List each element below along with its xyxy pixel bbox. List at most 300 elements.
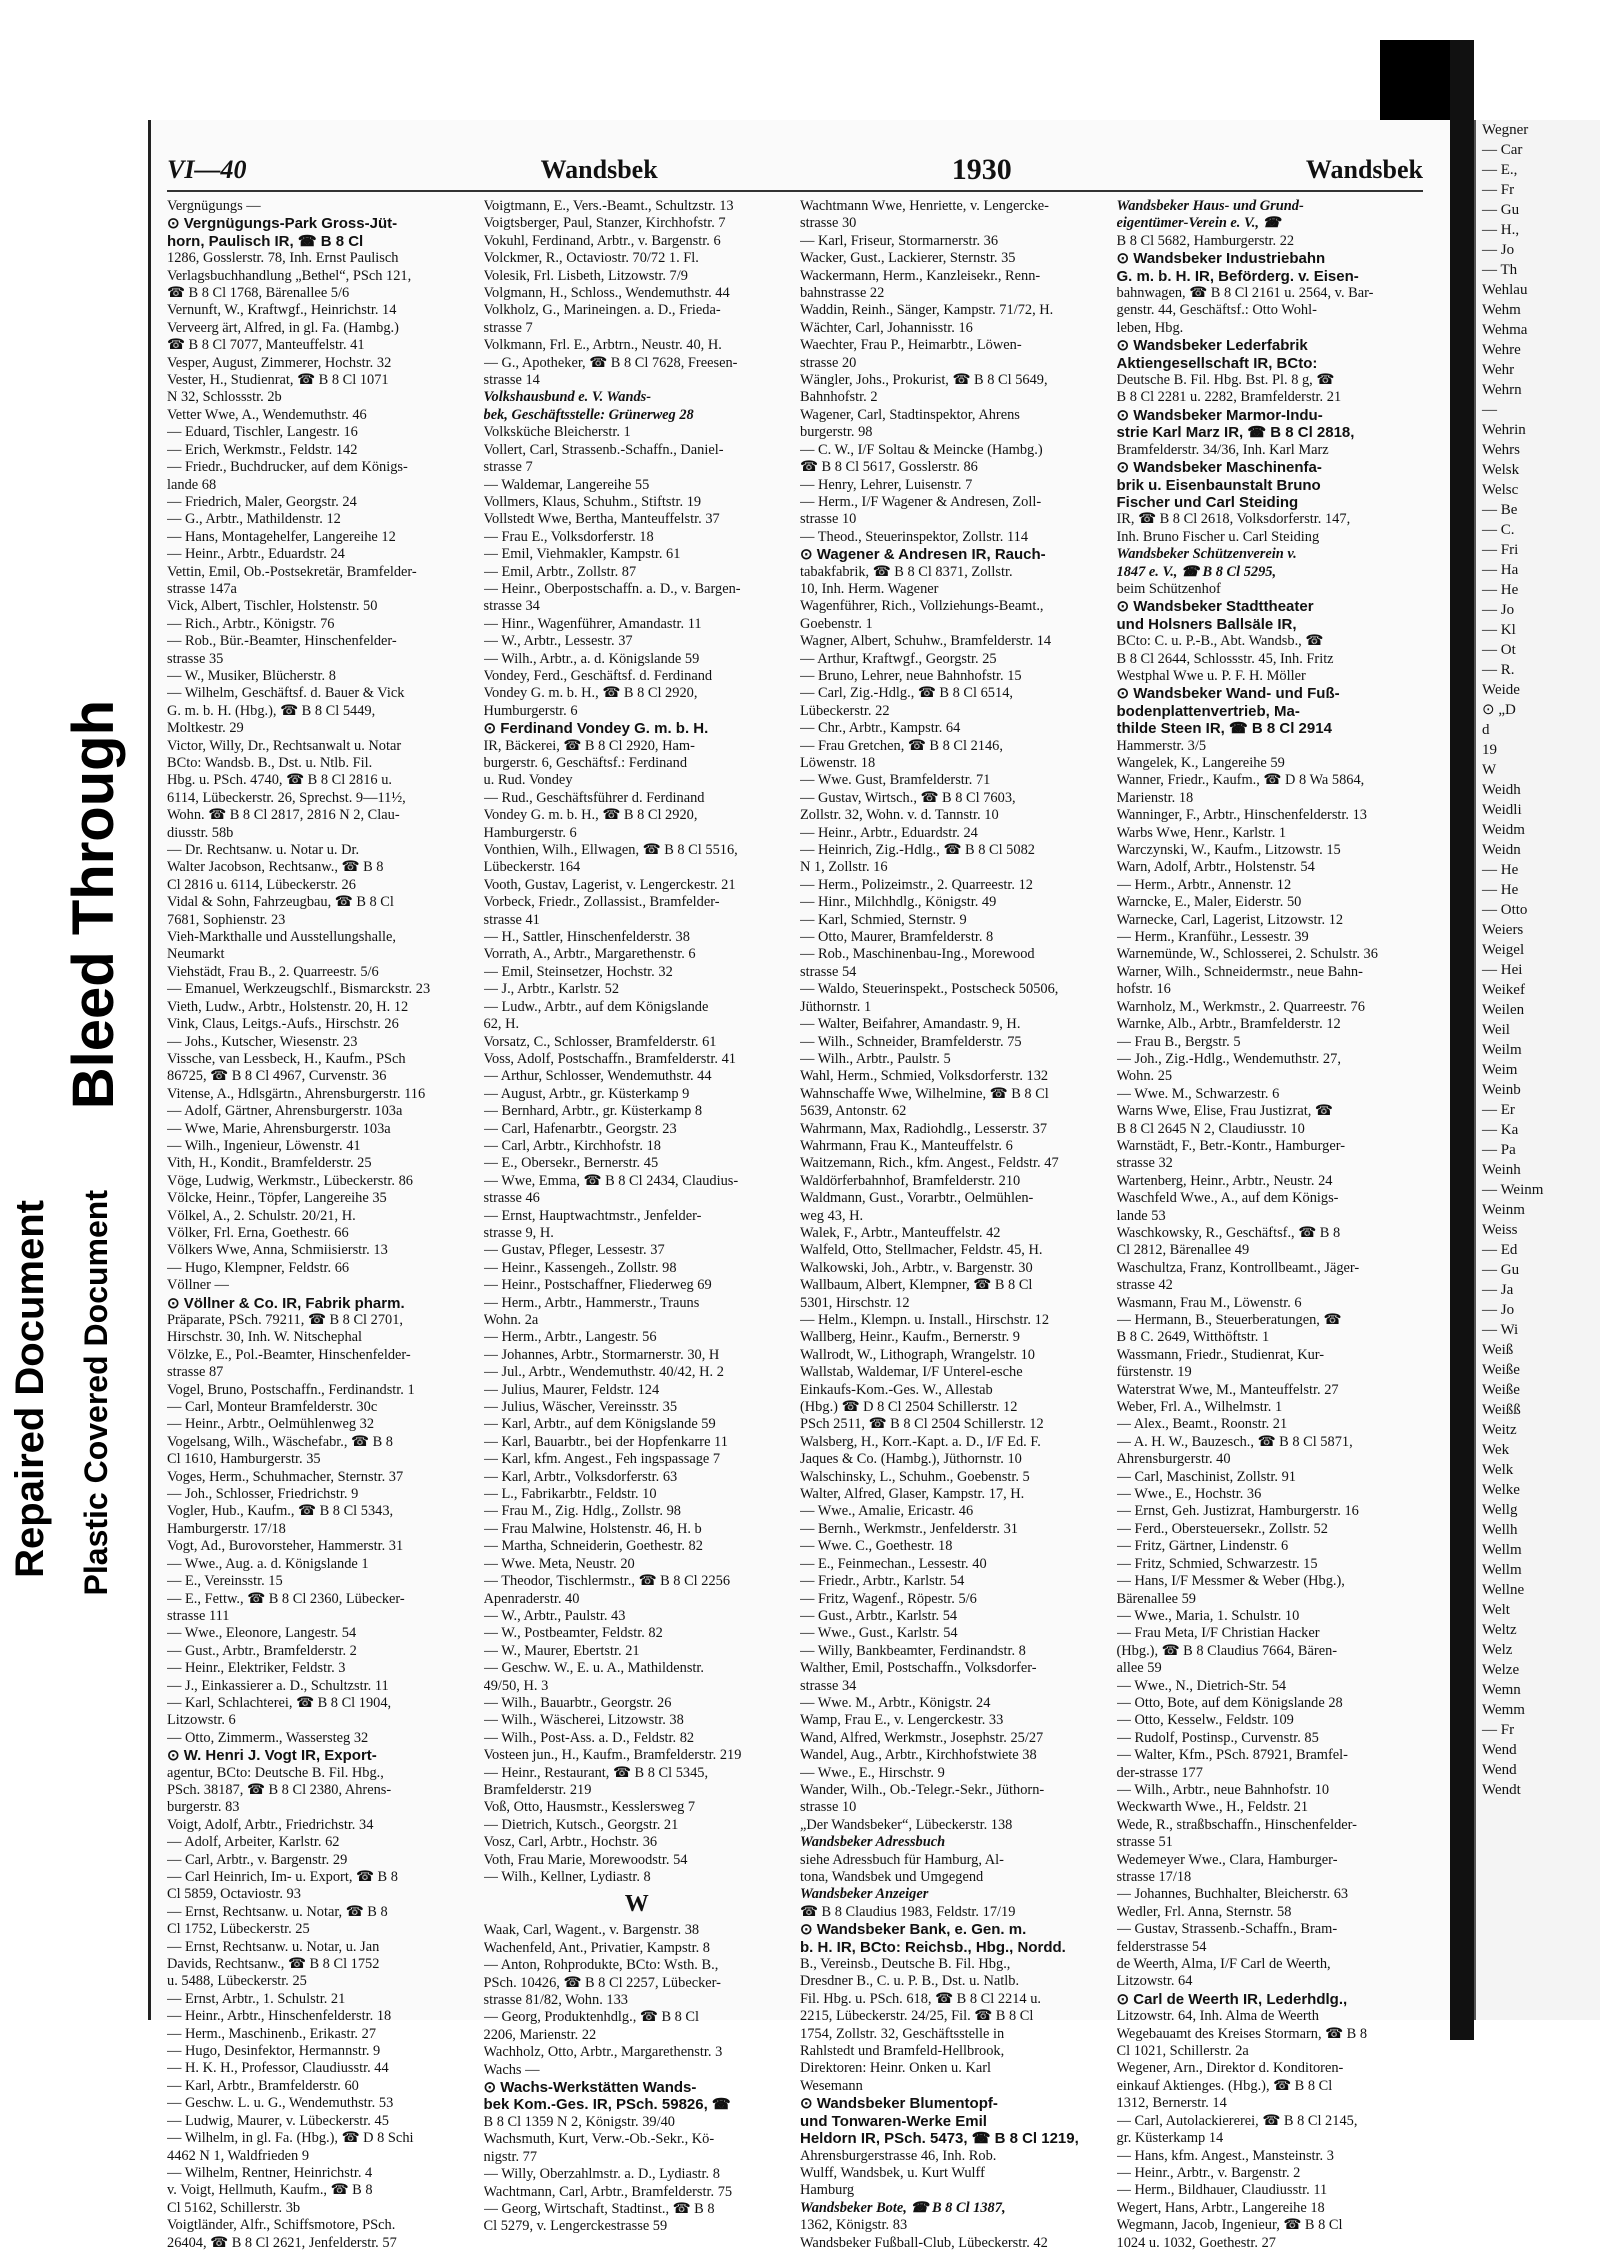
directory-entry-line: — Karl, Arbtr., Bramfelderstr. 60 [167, 2077, 359, 2094]
directory-entry-line: Jaques & Co. (Hambg.), Jüthornstr. 10 [800, 1451, 1022, 1468]
directory-entry-line: Warn, Adolf, Arbtr., Holstenstr. 54 [1116, 859, 1315, 876]
directory-entry-line: — Ernst, Rechtsanw. u. Notar, ☎ B 8 [167, 1903, 388, 1920]
directory-entry-line: Wamp, Frau E., v. Lengerckestr. 33 [800, 1712, 1004, 1729]
directory-entry-line: u. Rud. Vondey [483, 772, 573, 789]
directory-entry-line: und Tonwaren-Werke Emil [800, 2112, 987, 2130]
directory-entry-line: — Emil, Arbtr., Zollstr. 87 [483, 563, 637, 580]
directory-entry-line: Zollstr. 32, Wohn. v. d. Tannstr. 10 [800, 807, 999, 824]
directory-entry-line: strasse 34 [800, 1677, 857, 1694]
facing-page-line: — Wi [1482, 1322, 1519, 1338]
directory-entry-line: Voigtländer, Alfr., Schiffsmotore, PSch. [167, 2217, 396, 2234]
directory-entry-line: — Wilh., Arbtr., Paulstr. 5 [800, 1050, 951, 1067]
directory-entry-line: Cl 5162, Schillerstr. 3b [167, 2199, 301, 2216]
facing-page-line: — He [1482, 582, 1519, 598]
directory-entry-line: Warnke, Alb., Arbtr., Bramfelderstr. 12 [1116, 1016, 1341, 1033]
directory-entry-line: — Joh., Zig.-Hdlg., Wendemuthstr. 27, [1116, 1050, 1341, 1067]
directory-entry-line: Wassmann, Friedr., Studienrat, Kur- [1116, 1346, 1325, 1363]
directory-entry-line: — Ernst, Hauptwachtmstr., Jenfelder- [483, 1207, 702, 1224]
directory-entry-line: — Gust., Arbtr., Bramfelderstr. 2 [167, 1642, 357, 1659]
facing-page-line: Wehrs [1482, 442, 1520, 458]
directory-entry-line: — Hinr., Milchhdlg., Königstr. 49 [800, 894, 997, 911]
directory-entry-line: siehe Adressbuch für Hamburg, Al- [800, 1851, 1004, 1868]
facing-page-line: Wehm [1482, 302, 1521, 318]
directory-entry-line: — Alex., Beamt., Roonstr. 21 [1116, 1416, 1288, 1433]
directory-entry-line: — Heinr., Restaurant, ☎ B 8 Cl 5345, [483, 1764, 709, 1781]
directory-entry-line: Vogt, Ad., Burovorsteher, Hammerstr. 31 [167, 1538, 404, 1555]
facing-page-line: — Gu [1482, 1262, 1520, 1278]
directory-column-3 [800, 198, 1107, 2252]
directory-entry-line: 4462 N 1, Waldfrieden 9 [167, 2147, 310, 2164]
facing-page-line: Weilen [1482, 1002, 1525, 1018]
directory-entry-line: — Karl, Schlachterei, ☎ B 8 Cl 1904, [167, 1694, 392, 1711]
directory-entry-line: — Wwe., Amalie, Ericastr. 46 [800, 1503, 974, 1520]
directory-entry-line: B 8 C. 2649, Witthöftstr. 1 [1116, 1329, 1270, 1346]
facing-page-line: Wehlau [1482, 282, 1528, 298]
directory-entry-line: Vettin, Emil, Ob.-Postsekretär, Bramfelder- [167, 563, 417, 580]
directory-entry-line: — Ernst, Rechtsanw. u. Notar, u. Jan [167, 1938, 380, 1955]
directory-entry-line: Cl 1610, Hamburgerstr. 35 [167, 1451, 321, 1468]
directory-entry-line: Vöge, Ludwig, Werkmstr., Lübeckerstr. 86 [167, 1172, 413, 1189]
facing-page-line: Wemm [1482, 1702, 1525, 1718]
directory-entry-line: — E., Vereinsstr. 15 [167, 1573, 283, 1590]
directory-entry-line: Hirschstr. 30, Inh. W. Nitschephal [167, 1329, 363, 1346]
directory-entry-line: 86725, ☎ B 8 Cl 4967, Curvenstr. 36 [167, 1068, 387, 1085]
facing-page-line: Weinm [1482, 1202, 1525, 1218]
directory-entry-line: strasse 10 [800, 511, 857, 528]
directory-entry-line: Wanner, Friedr., Kaufm., ☎ D 8 Wa 5864, [1116, 772, 1365, 789]
directory-entry-line: Wede, R., straßbschaffn., Hinschenfelder- [1116, 1816, 1357, 1833]
directory-entry-line: Volgmann, H., Schloss., Wendemuthstr. 44 [483, 285, 730, 302]
directory-entry-line: — Wwe, Emma, ☎ B 8 Cl 2434, Claudius- [483, 1172, 739, 1189]
directory-entry-line: Cl 1021, Schillerstr. 2a [1116, 2043, 1249, 2060]
directory-entry-line: PSch 2511, ☎ B 8 Cl 2504 Schillerstr. 12 [800, 1416, 1044, 1433]
directory-entry-line: — Arthur, Kraftwgf., Georgstr. 25 [800, 650, 997, 667]
plastic-covered-label: Plastic Covered Document [78, 1190, 114, 1596]
directory-entry-line: — Heinr., Arbtr., v. Bargenstr. 2 [1116, 2164, 1301, 2181]
facing-page-line: — Hei [1482, 962, 1523, 978]
directory-entry-line: — Joh., Schlosser, Friedrichstr. 9 [167, 1486, 359, 1503]
directory-entry-line: strasse 41 [483, 911, 540, 928]
directory-entry-line: — Adolf, Gärtner, Ahrensburgerstr. 103a [167, 1103, 403, 1120]
directory-entry-line: tabakfabrik, ☎ B 8 Cl 8371, Zollstr. [800, 563, 1013, 580]
directory-entry-line: thilde Steen IR, ☎ B 8 Cl 2914 [1116, 720, 1332, 738]
directory-entry-line: — W., Arbtr., Paulstr. 43 [483, 1607, 626, 1624]
directory-entry-line: Wahrmann, Frau K., Manteuffelstr. 6 [800, 1137, 1013, 1154]
directory-entry-line: Wachs — [483, 2061, 540, 2078]
directory-entry-line: Jüthornstr. 1 [800, 998, 872, 1015]
directory-entry-line: Wächter, Carl, Johannisstr. 16 [800, 319, 973, 336]
directory-entry-line: Waechter, Frau P., Heimarbtr., Löwen- [800, 337, 1022, 354]
directory-entry-line: — Heinrich, Zig.-Hdlg., ☎ B 8 Cl 5082 [800, 842, 1035, 859]
directory-entry-line: Cl 5279, v. Lengerckestrasse 59 [483, 2218, 668, 2235]
directory-entry-line: 10, Inh. Herm. Wagener [800, 580, 939, 597]
directory-entry-line: — L., Fabrikarbtr., Feldstr. 10 [483, 1486, 657, 1503]
directory-entry-line: — Otto, Kesselw., Feldstr. 109 [1116, 1712, 1294, 1729]
book-binding [1450, 40, 1474, 2040]
directory-entry-line: Waterstrat Wwe, M., Manteuffelstr. 27 [1116, 1381, 1339, 1398]
directory-entry-line: ⊙ Wandsbeker Industriebahn [1116, 250, 1326, 268]
directory-entry-line: — Bernh., Werkmstr., Jenfelderstr. 31 [800, 1520, 1018, 1537]
directory-entry-line: Waschultza, Franz, Kontrollbeamt., Jäger- [1116, 1259, 1360, 1276]
directory-entry-line: Litzowstr. 64, Inh. Alma de Weerth [1116, 2008, 1319, 2025]
directory-entry-line: Wachtmann, Carl, Arbtr., Bramfelderstr. 75 [483, 2183, 733, 2200]
directory-entry-line: — Wilhelm, in gl. Fa. (Hbg.), ☎ D 8 Schi [167, 2130, 414, 2147]
directory-entry-line: strasse 35 [167, 650, 224, 667]
directory-entry-line: Inh. Bruno Fischer u. Carl Steiding [1116, 528, 1320, 545]
directory-entry-line: Vergnügungs — [167, 198, 261, 214]
facing-page-line: — Jo [1482, 1302, 1515, 1318]
facing-page-line: Wellg [1482, 1502, 1518, 1518]
directory-entry-line: — Johs., Kutscher, Wiesenstr. 23 [167, 1033, 358, 1050]
directory-entry-line: Wandsbeker Adressbuch [800, 1834, 946, 1851]
facing-page-line: ⊙ „D [1482, 702, 1516, 718]
directory-entry-line: — Carl, Arbtr., v. Bargenstr. 29 [167, 1851, 348, 1868]
directory-entry-line: Wesemann [800, 2077, 863, 2094]
directory-entry-line: — Karl, Arbtr., Volksdorferstr. 63 [483, 1468, 678, 1485]
directory-entry-line: — Wilhelm, Geschäftsf. d. Bauer & Vick [167, 685, 405, 702]
facing-page-line: Weide [1482, 682, 1520, 698]
directory-entry-line: B 8 Cl 2644, Schlossstr. 45, Inh. Fritz [1116, 650, 1334, 667]
facing-page-line: Wehma [1482, 322, 1528, 338]
directory-entry-line: Vogelsang, Wilh., Wäschefabr., ☎ B 8 [167, 1433, 393, 1450]
directory-entry-line: Walsberg, H., Korr.-Kapt. a. D., I/F Ed. F. [800, 1433, 1041, 1450]
directory-entry-line: Vosz, Carl, Arbtr., Hochstr. 36 [483, 1834, 658, 1851]
directory-entry-line: Fil. Hbg. u. PSch. 618, ☎ B 8 Cl 2214 u. [800, 1990, 1042, 2007]
directory-entry-line: Voss, Adolf, Postschaffn., Bramfelderstr. 41 [483, 1050, 736, 1067]
directory-entry-line: Direktoren: Heinr. Onken u. Karl [800, 2060, 992, 2077]
directory-entry-line: Waitzemann, Rich., kfm. Angest., Feldstr. 47 [800, 1155, 1059, 1172]
directory-entry-line: fürstenstr. 19 [1116, 1364, 1192, 1381]
directory-entry-line: Litzowstr. 6 [167, 1712, 236, 1729]
directory-entry-line: Wohn. 25 [1116, 1068, 1173, 1085]
directory-entry-line: — H., Sattler, Hinschenfelderstr. 38 [483, 929, 690, 946]
directory-entry-line: Voigtsberger, Paul, Stanzer, Kirchhofstr. 7 [483, 215, 726, 232]
directory-entry-line: Weber, Frl. A., Wilhelmstr. 1 [1116, 1399, 1283, 1416]
directory-entry-line: 62, H. [483, 1016, 520, 1033]
directory-entry-line: — Hugo, Desinfektor, Hermannstr. 9 [167, 2043, 381, 2060]
directory-entry-line: Vidal & Sohn, Fahrzeugbau, ☎ B 8 Cl [167, 894, 394, 911]
facing-page-line: — Jo [1482, 602, 1515, 618]
directory-entry-line: b. H. IR, BCto: Reichsb., Hbg., Nordd. [800, 1938, 1066, 1956]
directory-entry-line: — Wilh., Arbtr., neue Bahnhofstr. 10 [1116, 1781, 1330, 1798]
directory-entry-line: weg 43, H. [800, 1207, 864, 1224]
directory-entry-line: Vogler, Hub., Kaufm., ☎ B 8 Cl 5343, [167, 1503, 394, 1520]
directory-entry-line: Viehstädt, Frau B., 2. Quarreestr. 5/6 [167, 963, 379, 980]
directory-entry-line: — W., Maurer, Ebertstr. 21 [483, 1642, 640, 1659]
directory-entry-line: — G., Arbtr., Mathildenstr. 12 [167, 511, 341, 528]
directory-entry-line: bahnstrasse 22 [800, 285, 885, 302]
directory-entry-line: Rahlstedt und Bramfeld-Hellbrook, [800, 2043, 1005, 2060]
directory-entry-line: G. m. b. H. (Hbg.), ☎ B 8 Cl 5449, [167, 702, 376, 719]
directory-entry-line: — Bernhard, Arbtr., gr. Küsterkamp 8 [483, 1103, 703, 1120]
directory-entry-line: — Theod., Steuerinspektor, Zollstr. 114 [800, 528, 1029, 545]
directory-entry-line: Lübeckerstr. 22 [800, 702, 890, 719]
facing-page-line: — Jo [1482, 242, 1515, 258]
directory-entry-line: — Herm., Polizeimstr., 2. Quarreestr. 12 [800, 876, 1034, 893]
directory-entry-line: Wagenführer, Rich., Vollziehungs-Beamt., [800, 598, 1044, 615]
directory-entry-line: 2206, Marienstr. 22 [483, 2026, 597, 2043]
directory-entry-line: 1286, Gosslerstr. 78, Inh. Ernst Paulisch [167, 250, 399, 267]
facing-page-line: — Ed [1482, 1242, 1518, 1258]
facing-page-line: — E., [1482, 162, 1518, 178]
directory-entry-line: PSch. 10426, ☎ B 8 Cl 2257, Lübecker- [483, 1974, 721, 1991]
directory-entry-line: — Adolf, Arbeiter, Karlstr. 62 [167, 1834, 340, 1851]
directory-entry-line: Wanninger, F., Arbtr., Hinschenfelderstr. 13 [1116, 807, 1367, 824]
directory-entry-line: — Arthur, Schlosser, Wendemuthstr. 44 [483, 1068, 712, 1085]
directory-entry-line: Waschfeld Wwe., A., auf dem Königs- [1116, 1190, 1339, 1207]
directory-entry-line: Victor, Willy, Dr., Rechtsanwalt u. Notar [167, 737, 402, 754]
directory-entry-line: — Dietrich, Kutsch., Georgstr. 21 [483, 1816, 679, 1833]
directory-entry-line: strasse 9, H. [483, 1224, 554, 1241]
directory-entry-line: Vitense, A., Hdlsgärtn., Ahrensburgerstr. 116 [167, 1085, 426, 1102]
directory-entry-line: Wand, Alfred, Werkmstr., Josephstr. 25/27 [800, 1729, 1044, 1746]
directory-entry-line: ⊙ W. Henri J. Vogt IR, Export- [167, 1747, 377, 1765]
directory-entry-line: — Otto, Maurer, Bramfelderstr. 8 [800, 929, 994, 946]
directory-entry-line: — Ferd., Obersteuersekr., Zollstr. 52 [1116, 1520, 1328, 1537]
directory-entry-line: — Friedrich, Maler, Georgstr. 24 [167, 493, 357, 510]
directory-entry-line: Cl 5859, Octaviostr. 93 [167, 1886, 301, 1903]
bleed-through-label: Bleed Through [61, 700, 126, 1110]
directory-entry-line: — Heinr., Arbtr., Hinschenfelderstr. 18 [167, 2008, 392, 2025]
directory-entry-line: Voß, Otto, Hausmstr., Kesslersweg 7 [483, 1799, 696, 1816]
directory-entry-line: — Walter, Kfm., PSch. 87921, Bramfel- [1116, 1747, 1348, 1764]
directory-entry-line: IR, Bäckerei, ☎ B 8 Cl 2920, Ham- [483, 737, 695, 754]
directory-entry-line: — Wilh., Bauarbtr., Georgstr. 26 [483, 1694, 672, 1711]
directory-entry-line: — Martha, Schneiderin, Goethestr. 82 [483, 1538, 703, 1555]
directory-entry-line: ⊙ Wandsbeker Blumentopf- [800, 2095, 998, 2113]
facing-page-line: Welsc [1482, 482, 1519, 498]
repaired-document-label: Repaired Document [8, 1200, 52, 1578]
directory-entry-line: Wallbaum, Albert, Klempner, ☎ B 8 Cl [800, 1277, 1033, 1294]
directory-entry-line: — Chr., Arbtr., Kampstr. 64 [800, 720, 961, 737]
directory-entry-line: — Willy, Bankbeamter, Ferdinandstr. 8 [800, 1642, 1026, 1659]
directory-entry-line: — A. H. W., Bauzesch., ☎ B 8 Cl 5871, [1116, 1433, 1353, 1450]
directory-entry-line: Waschkowsky, R., Geschäftsf., ☎ B 8 [1116, 1224, 1341, 1241]
directory-entry-line: G. m. b. H. IR, Beförderg. v. Eisen- [1116, 267, 1359, 285]
directory-entry-line: — Helm., Klempn. u. Install., Hirschstr. 12 [800, 1312, 1050, 1328]
directory-entry-line: — Emil, Viehmakler, Kampstr. 61 [483, 546, 681, 563]
directory-entry-line: Einkaufs-Kom.-Ges. W., Allestab [800, 1381, 993, 1398]
directory-entry-line: 1024 u. 1032, Goethestr. 27 [1116, 2234, 1276, 2251]
facing-page-line: — Th [1482, 262, 1518, 278]
directory-entry-line: BCto: Wandsb. B., Dst. u. Ntlb. Fil. [167, 755, 373, 771]
directory-entry-line: Präparate, PSch. 79211, ☎ B 8 Cl 2701, [167, 1312, 404, 1328]
directory-entry-line: — Theodor, Tischlermstr., ☎ B 8 Cl 2256 [483, 1573, 731, 1590]
directory-entry-line: Vondey, Ferd., Geschäftsf. d. Ferdinand [483, 667, 713, 684]
directory-entry-line: felderstrasse 54 [1116, 1938, 1207, 1955]
directory-entry-line: — Rud., Geschäftsführer d. Ferdinand [483, 789, 705, 806]
facing-page-line: — Ja [1482, 1282, 1514, 1298]
directory-entry-line: — Karl, Arbtr., auf dem Königslande 59 [483, 1416, 716, 1433]
facing-page-line: — Weinm [1482, 1182, 1544, 1198]
directory-entry-line: ⊙ Ferdinand Vondey G. m. b. H. [483, 720, 709, 738]
directory-entry-line: — Ludwig, Maurer, v. Lübeckerstr. 45 [167, 2112, 389, 2129]
directory-entry-line: — Wwe. M., Arbtr., Königstr. 24 [800, 1694, 991, 1711]
directory-entry-line: ⊙ Wagener & Andresen IR, Rauch- [800, 546, 1046, 564]
facing-page-line: Weim [1482, 1062, 1518, 1078]
directory-entry-line: Davids, Rechtsanw., ☎ B 8 Cl 1752 [167, 1956, 380, 1973]
directory-entry-line: Cl 2812, Bärenallee 49 [1116, 1242, 1250, 1259]
directory-entry-line: — Wwe., E., Hirschstr. 9 [800, 1764, 945, 1781]
directory-entry-line: — Wilh., Arbtr., a. d. Königslande 59 [483, 650, 700, 667]
facing-page-line: Welke [1482, 1482, 1520, 1498]
directory-entry-line: gr. Küsterkamp 14 [1116, 2130, 1224, 2147]
facing-page-line: Wendt [1482, 1782, 1521, 1798]
directory-entry-line: (Hbg.) ☎ D 8 Cl 2504 Schillerstr. 12 [800, 1399, 1018, 1416]
directory-entry-line: Heldorn IR, PSch. 5473, ☎ B 8 Cl 1219, [800, 2130, 1079, 2148]
facing-page-line: Weil [1482, 1022, 1510, 1038]
facing-page-line: W [1482, 762, 1497, 778]
directory-entry-line: Voth, Frau Marie, Morewoodstr. 54 [483, 1851, 688, 1868]
directory-entry-line: — Anton, Rohprodukte, BCto: Wsth. B., [483, 1957, 719, 1974]
directory-entry-line: Walter, Alfred, Glaser, Kampstr. 17, H. [800, 1486, 1025, 1503]
directory-column-2 [484, 198, 791, 2252]
directory-entry-line: strasse 81/82, Wohn. 133 [483, 1992, 628, 2009]
facing-page-line: — Fr [1482, 1722, 1515, 1738]
directory-entry-line: der-strasse 177 [1116, 1764, 1203, 1781]
facing-page-line: — Be [1482, 502, 1518, 518]
directory-entry-line: Walther, Emil, Postschaffn., Volksdorfer- [800, 1660, 1037, 1677]
directory-entry-line: — Ludw., Arbtr., auf dem Königslande [483, 998, 709, 1015]
directory-entry-line: Wohn. ☎ B 8 Cl 2817, 2816 N 2, Clau- [167, 807, 400, 824]
directory-entry-line: ☎ B 8 Cl 7077, Manteuffelstr. 41 [167, 337, 365, 354]
facing-page-line: Weiße [1482, 1362, 1520, 1378]
directory-entry-line: — Georg, Wirtschaft, Stadtinst., ☎ B 8 [483, 2200, 715, 2217]
directory-entry-line: Deutsche B. Fil. Hbg. Bst. Pl. 8 g, ☎ [1116, 372, 1335, 389]
left-running-title: Wandsbek [540, 155, 658, 184]
facing-page-line: Weinh [1482, 1162, 1521, 1178]
directory-entry-line: ☎ B 8 Claudius 1983, Feldstr. 17/19 [800, 1903, 1016, 1920]
facing-page-line: d [1482, 722, 1490, 738]
directory-entry-line: Wängler, Johs., Prokurist, ☎ B 8 Cl 5649, [800, 372, 1048, 389]
directory-entry-line: ⊙ Wandsbeker Lederfabrik [1116, 337, 1308, 355]
directory-entry-line: — Heinr., Oberpostschaffn. a. D., v. Bargen- [483, 580, 741, 597]
facing-page-line: Weilm [1482, 1042, 1522, 1058]
facing-page-line: Wellne [1482, 1582, 1525, 1598]
directory-entry-line: strasse 46 [483, 1190, 540, 1207]
directory-entry-line: — August, Arbtr., gr. Küsterkamp 9 [483, 1085, 690, 1102]
directory-entry-line: 5301, Hirschstr. 12 [800, 1294, 910, 1311]
directory-entry-line: — Waldemar, Langereihe 55 [483, 476, 650, 493]
directory-entry-line: — Wilh., Post-Ass. a. D., Feldstr. 82 [483, 1729, 695, 1746]
directory-entry-line: Apenraderstr. 40 [483, 1590, 580, 1607]
directory-entry-line: — Emanuel, Werkzeugschlf., Bismarckstr. 23 [167, 981, 431, 998]
directory-entry-line: Wedler, Frl. Anna, Sternstr. 58 [1116, 1903, 1292, 1920]
directory-entry-line: ⊙ Wandsbeker Bank, e. Gen. m. [800, 1921, 1027, 1939]
directory-entry-line: — Hans, Montagehelfer, Langereihe 12 [167, 528, 396, 545]
directory-entry-line: Wartenberg, Heinr., Arbtr., Neustr. 24 [1116, 1172, 1333, 1189]
directory-entry-line: Wandsbeker Fußball-Club, Lübeckerstr. 42 [800, 2234, 1048, 2251]
directory-entry-line: ☎ B 8 Cl 5617, Gosslerstr. 86 [800, 459, 978, 476]
directory-entry-line: W [624, 1891, 649, 1918]
facing-page-line: Weiße [1482, 1382, 1520, 1398]
directory-entry-line: Verlagsbuchhandlung „Bethel“, PSch 121, [167, 267, 412, 284]
directory-entry-line: Walfeld, Otto, Stellmacher, Feldstr. 45, H. [800, 1242, 1043, 1259]
facing-page-line: Wend [1482, 1742, 1517, 1758]
directory-entry-line: — Rich., Arbtr., Königstr. 76 [167, 615, 335, 632]
directory-entry-line: Vissche, van Lessbeck, H., Kaufm., PSch [167, 1050, 406, 1067]
directory-entry-line: 26404, ☎ B 8 Cl 2621, Jenfelderstr. 57 [167, 2234, 397, 2251]
directory-entry-line: — Friedr., Buchdrucker, auf dem Königs- [167, 459, 408, 476]
directory-entry-line: 1754, Zollstr. 32, Geschäftsstelle in [800, 2025, 1005, 2042]
directory-column-4 [1117, 198, 1424, 2252]
directory-entry-line: Wachsmuth, Kurt, Verw.-Ob.-Sekr., Kö- [483, 2131, 715, 2148]
directory-entry-line: bek Kom.-Ges. IR, PSch. 59826, ☎ [483, 2096, 731, 2114]
directory-entry-line: Neumarkt [167, 946, 225, 963]
directory-entry-line: Vith, H., Kondit., Bramfelderstr. 25 [167, 1155, 372, 1172]
directory-entry-line: strasse 147a [167, 580, 237, 597]
directory-entry-line: — Wwe. Meta, Neustr. 20 [483, 1555, 635, 1572]
directory-entry-line: — Heinr., Postschaffner, Fliederweg 69 [483, 1277, 712, 1294]
directory-entry-line: Völzke, E., Pol.-Beamter, Hinschenfelder- [167, 1346, 411, 1363]
directory-entry-line: — Gustav, Strassenb.-Schaffn., Bram- [1116, 1921, 1338, 1938]
directory-entry-line: — Wilh., Ingenieur, Löwenstr. 41 [167, 1137, 361, 1154]
directory-entry-line: lande 53 [1116, 1207, 1166, 1224]
facing-page-line: Weidn [1482, 842, 1521, 858]
directory-entry-line: Moltkestr. 29 [167, 720, 244, 737]
directory-entry-line: — Emil, Steinsetzer, Hochstr. 32 [483, 963, 673, 980]
directory-entry-line: — C. W., I/F Soltau & Meincke (Hambg.) [800, 441, 1043, 458]
directory-entry-line: tona, Wandsbek und Umgegend [800, 1869, 984, 1885]
directory-entry-line: Wedemeyer Wwe., Clara, Hamburger- [1116, 1851, 1338, 1868]
directory-entry-line: Wandel, Aug., Arbtr., Kirchhofstwiete 38 [800, 1747, 1037, 1764]
directory-entry-line: 1362, Königstr. 83 [800, 2217, 908, 2234]
directory-entry-line: Vollmers, Klaus, Schuhm., Stiftstr. 19 [483, 493, 702, 510]
facing-page-line: Weigel [1482, 942, 1525, 958]
facing-page-line: Weidli [1482, 802, 1522, 818]
directory-entry-line: einkauf Aktienges. (Hbg.), ☎ B 8 Cl [1116, 2077, 1333, 2094]
directory-entry-line: Warnstädt, F., Betr.-Kontr., Hamburger- [1116, 1137, 1346, 1154]
directory-entry-line: — Herm., Arbtr., Annenstr. 12 [1116, 876, 1292, 893]
facing-page-line: Weiß [1482, 1342, 1514, 1358]
directory-entry-line: strasse 111 [167, 1607, 230, 1624]
directory-entry-line: Humburgerstr. 6 [483, 702, 578, 719]
directory-entry-line: — Heinr., Kassengeh., Zollstr. 98 [483, 1259, 677, 1276]
directory-entry-line: — W., Postbeamter, Feldstr. 82 [483, 1625, 663, 1642]
directory-entry-line: — Herm., Maschinenb., Erikastr. 27 [167, 2025, 377, 2042]
directory-entry-line: — Ernst, Geh. Justizrat, Hamburgerstr. 16 [1116, 1503, 1359, 1520]
directory-entry-line: Wander, Wilh., Ob.-Telegr.-Sekr., Jüthorn- [800, 1781, 1045, 1798]
directory-entry-line: Wohn. 2a [483, 1312, 539, 1328]
directory-entry-line: — Wwe., E., Hochstr. 36 [1116, 1486, 1262, 1503]
directory-entry-line: — Heinr., Elektriker, Feldstr. 3 [167, 1660, 346, 1677]
directory-entry-line: genstr. 44, Geschäftsf.: Otto Wohl- [1116, 302, 1317, 319]
directory-entry-line: bahnwagen, ☎ B 8 Cl 2161 u. 2564, v. Bar- [1116, 285, 1374, 302]
directory-entry-line: — Hugo, Klempner, Feldstr. 66 [167, 1259, 350, 1276]
facing-page-line: — He [1482, 882, 1519, 898]
directory-entry-line: 2215, Lübeckerstr. 24/25, Fil. ☎ B 8 Cl [800, 2008, 1034, 2025]
directory-entry-line: Vondey G. m. b. H., ☎ B 8 Cl 2920, [483, 685, 698, 702]
directory-entry-line: Waak, Carl, Wagent., v. Bargenstr. 38 [483, 1922, 700, 1939]
directory-columns [167, 198, 1423, 2252]
directory-entry-line: — Walter, Beifahrer, Amandastr. 9, H. [800, 1016, 1021, 1033]
directory-entry-line: — Rob., Bür.-Beamter, Hinschenfelder- [167, 633, 397, 650]
directory-entry-line: — Erich, Werkmstr., Feldstr. 142 [167, 441, 358, 458]
directory-entry-line: — Wwe., Gust., Karlstr. 54 [800, 1625, 958, 1642]
facing-page-line: Weinb [1482, 1082, 1521, 1098]
year-heading: 1930 [951, 153, 1012, 186]
directory-entry-line: — J., Arbtr., Karlstr. 52 [483, 981, 620, 998]
directory-entry-line: Bärenallee 59 [1116, 1590, 1197, 1607]
directory-entry-line: — Willy, Oberzahlmstr. a. D., Lydiastr. 8 [483, 2166, 720, 2183]
directory-entry-line: — Rudolf, Postinsp., Curvenstr. 85 [1116, 1729, 1319, 1746]
directory-entry-line: — Wilh., Kellner, Lydiastr. 8 [483, 1869, 651, 1885]
directory-entry-line: Vollstedt Wwe, Bertha, Manteuffelstr. 37 [483, 511, 720, 528]
directory-entry-line: Walter Jacobson, Rechtsanw., ☎ B 8 [167, 859, 384, 876]
directory-entry-line: — Wwe., Aug. a. d. Königslande 1 [167, 1555, 369, 1572]
directory-entry-line: Wallrodt, W., Lithograph, Wrangelstr. 10 [800, 1346, 1036, 1363]
facing-page-line: — Er [1482, 1102, 1515, 1118]
